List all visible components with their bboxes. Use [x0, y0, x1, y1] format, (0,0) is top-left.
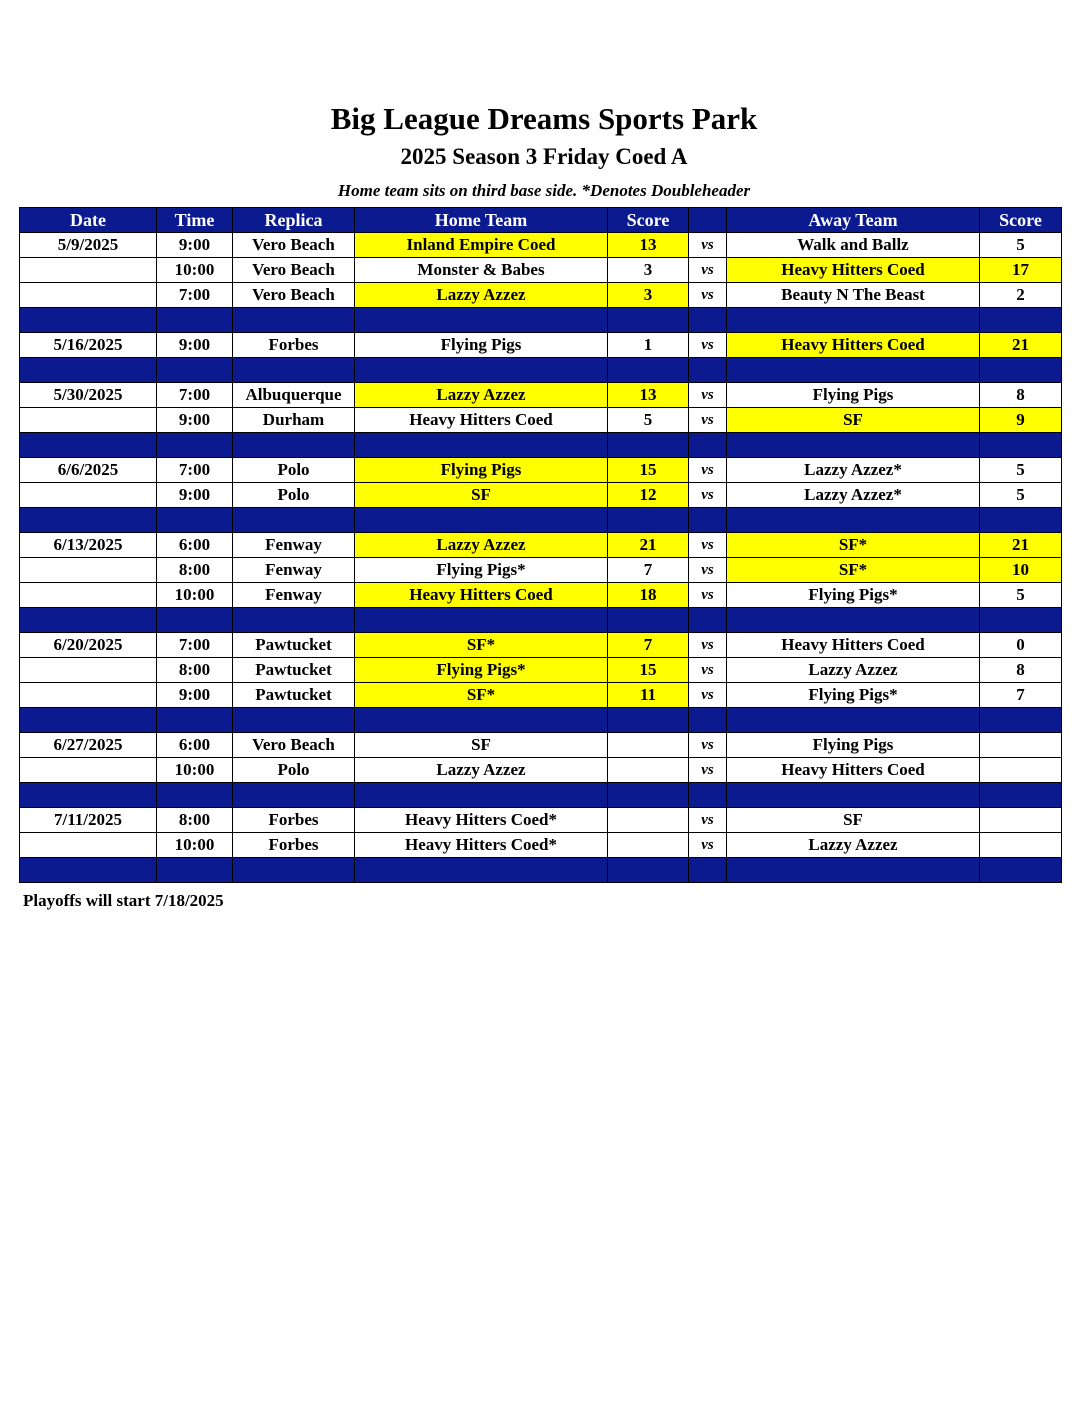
- table-row: [20, 258, 1062, 283]
- separator-cell: [608, 358, 689, 383]
- separator-cell: [689, 708, 727, 733]
- date-cell: [20, 283, 157, 308]
- separator-cell: [980, 508, 1062, 533]
- date-cell: 7/11/2025: [20, 808, 157, 833]
- home-score-cell: [608, 758, 689, 783]
- home-team-cell: SF*: [355, 633, 608, 658]
- vs-cell: vs: [689, 758, 727, 783]
- separator-cell: [233, 858, 355, 883]
- home-team-cell: Heavy Hitters Coed: [355, 583, 608, 608]
- separator-cell: [157, 708, 233, 733]
- replica-cell: Fenway: [233, 583, 355, 608]
- home-score-cell: 5: [608, 408, 689, 433]
- vs-cell: vs: [689, 683, 727, 708]
- away-team-cell: Flying Pigs: [727, 383, 980, 408]
- separator-cell: [355, 608, 608, 633]
- away-team-cell: SF*: [727, 533, 980, 558]
- home-score-cell: 15: [608, 458, 689, 483]
- time-cell: 8:00: [157, 558, 233, 583]
- away-score-cell: [980, 833, 1062, 858]
- date-cell: 5/9/2025: [20, 233, 157, 258]
- separator-cell: [689, 358, 727, 383]
- vs-cell: vs: [689, 408, 727, 433]
- away-team-cell: Beauty N The Beast: [727, 283, 980, 308]
- time-cell: 6:00: [157, 533, 233, 558]
- replica-cell: Vero Beach: [233, 233, 355, 258]
- away-team-cell: Walk and Ballz: [727, 233, 980, 258]
- separator-cell: [233, 608, 355, 633]
- table-row: [20, 683, 1062, 708]
- time-cell: 9:00: [157, 483, 233, 508]
- time-cell: 7:00: [157, 633, 233, 658]
- vs-cell: vs: [689, 283, 727, 308]
- away-score-cell: 5: [980, 483, 1062, 508]
- separator-cell: [689, 858, 727, 883]
- separator-cell: [157, 358, 233, 383]
- table-row: [20, 408, 1062, 433]
- away-team-cell: Flying Pigs: [727, 733, 980, 758]
- away-team-cell: Heavy Hitters Coed: [727, 333, 980, 358]
- home-team-cell: Lazzy Azzez: [355, 283, 608, 308]
- schedule-body: [20, 233, 1062, 883]
- replica-cell: Fenway: [233, 533, 355, 558]
- away-team-cell: Lazzy Azzez: [727, 833, 980, 858]
- separator-cell: [233, 433, 355, 458]
- time-cell: 7:00: [157, 458, 233, 483]
- vs-cell: vs: [689, 233, 727, 258]
- table-row: [20, 833, 1062, 858]
- home-team-cell: Flying Pigs: [355, 333, 608, 358]
- home-team-cell: Heavy Hitters Coed: [355, 408, 608, 433]
- home-score-cell: 1: [608, 333, 689, 358]
- home-team-cell: Flying Pigs*: [355, 558, 608, 583]
- table-row: [20, 283, 1062, 308]
- separator-cell: [689, 508, 727, 533]
- home-score-cell: 13: [608, 233, 689, 258]
- replica-cell: Polo: [233, 483, 355, 508]
- table-row: [20, 733, 1062, 758]
- home-team-cell: SF: [355, 733, 608, 758]
- home-team-cell: Heavy Hitters Coed*: [355, 808, 608, 833]
- away-score-cell: 8: [980, 383, 1062, 408]
- time-cell: 10:00: [157, 258, 233, 283]
- away-team-cell: Heavy Hitters Coed: [727, 258, 980, 283]
- time-cell: 9:00: [157, 408, 233, 433]
- separator-cell: [233, 783, 355, 808]
- replica-cell: Vero Beach: [233, 283, 355, 308]
- away-team-cell: Heavy Hitters Coed: [727, 633, 980, 658]
- replica-cell: Vero Beach: [233, 258, 355, 283]
- separator-cell: [20, 783, 157, 808]
- replica-cell: Durham: [233, 408, 355, 433]
- separator-cell: [20, 508, 157, 533]
- away-score-cell: 9: [980, 408, 1062, 433]
- column-header-away-score: Score: [980, 208, 1062, 233]
- vs-cell: vs: [689, 533, 727, 558]
- separator-cell: [157, 508, 233, 533]
- separator-cell: [727, 433, 980, 458]
- vs-cell: vs: [689, 658, 727, 683]
- separator-cell: [727, 858, 980, 883]
- table-row: [20, 558, 1062, 583]
- away-score-cell: 21: [980, 533, 1062, 558]
- away-score-cell: 5: [980, 583, 1062, 608]
- separator-cell: [355, 783, 608, 808]
- replica-cell: Forbes: [233, 333, 355, 358]
- time-cell: 8:00: [157, 808, 233, 833]
- separator-cell: [608, 508, 689, 533]
- away-team-cell: Flying Pigs*: [727, 683, 980, 708]
- home-team-note: Home team sits on third base side. *Denotes Doubleheader: [337, 181, 751, 200]
- home-score-cell: 12: [608, 483, 689, 508]
- separator-cell: [727, 783, 980, 808]
- time-cell: 7:00: [157, 283, 233, 308]
- date-cell: 5/30/2025: [20, 383, 157, 408]
- date-cell: [20, 583, 157, 608]
- away-score-cell: 10: [980, 558, 1062, 583]
- column-header-vs: [689, 208, 727, 233]
- home-score-cell: 18: [608, 583, 689, 608]
- vs-cell: vs: [689, 383, 727, 408]
- column-header-replica: Replica: [233, 208, 355, 233]
- separator-cell: [727, 508, 980, 533]
- table-row: [20, 758, 1062, 783]
- separator-cell: [157, 783, 233, 808]
- separator-cell: [608, 858, 689, 883]
- vs-cell: vs: [689, 633, 727, 658]
- separator-cell: [980, 708, 1062, 733]
- home-team-cell: SF*: [355, 683, 608, 708]
- home-score-cell: 21: [608, 533, 689, 558]
- separator-cell: [233, 358, 355, 383]
- away-team-cell: SF*: [727, 558, 980, 583]
- separator-cell: [980, 858, 1062, 883]
- away-team-cell: Lazzy Azzez*: [727, 458, 980, 483]
- replica-cell: Polo: [233, 758, 355, 783]
- separator-cell: [689, 783, 727, 808]
- separator-cell: [233, 308, 355, 333]
- away-team-cell: Heavy Hitters Coed: [727, 758, 980, 783]
- away-team-cell: Lazzy Azzez: [727, 658, 980, 683]
- separator-row: [20, 508, 1062, 533]
- table-row: [20, 333, 1062, 358]
- column-header-time: Time: [157, 208, 233, 233]
- away-score-cell: 17: [980, 258, 1062, 283]
- separator-cell: [355, 433, 608, 458]
- separator-cell: [20, 708, 157, 733]
- time-cell: 6:00: [157, 733, 233, 758]
- separator-cell: [355, 708, 608, 733]
- time-cell: 7:00: [157, 383, 233, 408]
- away-score-cell: 5: [980, 458, 1062, 483]
- replica-cell: Polo: [233, 458, 355, 483]
- separator-cell: [727, 358, 980, 383]
- home-team-cell: Inland Empire Coed: [355, 233, 608, 258]
- separator-cell: [20, 308, 157, 333]
- date-cell: 6/20/2025: [20, 633, 157, 658]
- table-row: [20, 533, 1062, 558]
- page-title: Big League Dreams Sports Park: [330, 101, 758, 136]
- schedule-header-row: [20, 208, 1062, 233]
- home-score-cell: 13: [608, 383, 689, 408]
- away-score-cell: 8: [980, 658, 1062, 683]
- replica-cell: Forbes: [233, 833, 355, 858]
- home-team-cell: SF: [355, 483, 608, 508]
- home-score-cell: [608, 833, 689, 858]
- home-score-cell: 11: [608, 683, 689, 708]
- home-score-cell: 7: [608, 633, 689, 658]
- separator-cell: [233, 708, 355, 733]
- separator-cell: [980, 608, 1062, 633]
- home-team-cell: Lazzy Azzez: [355, 533, 608, 558]
- replica-cell: Pawtucket: [233, 633, 355, 658]
- separator-cell: [980, 433, 1062, 458]
- separator-cell: [608, 608, 689, 633]
- replica-cell: Pawtucket: [233, 658, 355, 683]
- time-cell: 9:00: [157, 333, 233, 358]
- date-cell: [20, 833, 157, 858]
- home-team-cell: Lazzy Azzez: [355, 383, 608, 408]
- separator-cell: [157, 858, 233, 883]
- away-team-cell: Lazzy Azzez*: [727, 483, 980, 508]
- table-row: [20, 233, 1062, 258]
- vs-cell: vs: [689, 833, 727, 858]
- home-score-cell: [608, 733, 689, 758]
- table-row: [20, 808, 1062, 833]
- separator-row: [20, 608, 1062, 633]
- away-team-cell: SF: [727, 408, 980, 433]
- table-row: [20, 483, 1062, 508]
- replica-cell: Vero Beach: [233, 733, 355, 758]
- away-score-cell: 21: [980, 333, 1062, 358]
- home-team-cell: Lazzy Azzez: [355, 758, 608, 783]
- date-cell: [20, 758, 157, 783]
- separator-cell: [608, 308, 689, 333]
- date-cell: [20, 258, 157, 283]
- away-score-cell: [980, 758, 1062, 783]
- away-score-cell: 0: [980, 633, 1062, 658]
- home-team-cell: Monster & Babes: [355, 258, 608, 283]
- separator-cell: [980, 783, 1062, 808]
- away-score-cell: 7: [980, 683, 1062, 708]
- date-cell: [20, 483, 157, 508]
- table-row: [20, 633, 1062, 658]
- date-cell: [20, 683, 157, 708]
- date-cell: 5/16/2025: [20, 333, 157, 358]
- column-header-home-team: Home Team: [355, 208, 608, 233]
- playoffs-note: Playoffs will start 7/18/2025: [23, 891, 224, 910]
- separator-row: [20, 308, 1062, 333]
- replica-cell: Albuquerque: [233, 383, 355, 408]
- separator-cell: [233, 508, 355, 533]
- home-score-cell: 3: [608, 283, 689, 308]
- time-cell: 10:00: [157, 833, 233, 858]
- away-score-cell: 5: [980, 233, 1062, 258]
- table-row: [20, 458, 1062, 483]
- away-score-cell: [980, 808, 1062, 833]
- vs-cell: vs: [689, 558, 727, 583]
- separator-cell: [355, 858, 608, 883]
- separator-row: [20, 433, 1062, 458]
- separator-cell: [20, 358, 157, 383]
- home-team-cell: Flying Pigs: [355, 458, 608, 483]
- page-subtitle: 2025 Season 3 Friday Coed A: [400, 144, 688, 169]
- vs-cell: vs: [689, 808, 727, 833]
- separator-cell: [980, 358, 1062, 383]
- home-score-cell: 3: [608, 258, 689, 283]
- home-score-cell: 15: [608, 658, 689, 683]
- home-team-cell: Heavy Hitters Coed*: [355, 833, 608, 858]
- replica-cell: Pawtucket: [233, 683, 355, 708]
- separator-cell: [727, 308, 980, 333]
- separator-cell: [355, 508, 608, 533]
- separator-cell: [727, 708, 980, 733]
- column-header-away-team: Away Team: [727, 208, 980, 233]
- column-header-date: Date: [20, 208, 157, 233]
- separator-cell: [355, 308, 608, 333]
- schedule-table: [19, 207, 1062, 883]
- separator-cell: [157, 308, 233, 333]
- time-cell: 9:00: [157, 683, 233, 708]
- time-cell: 9:00: [157, 233, 233, 258]
- separator-cell: [689, 308, 727, 333]
- separator-cell: [689, 608, 727, 633]
- date-cell: [20, 558, 157, 583]
- vs-cell: vs: [689, 458, 727, 483]
- separator-cell: [980, 308, 1062, 333]
- separator-row: [20, 858, 1062, 883]
- replica-cell: Forbes: [233, 808, 355, 833]
- date-cell: [20, 658, 157, 683]
- time-cell: 10:00: [157, 583, 233, 608]
- vs-cell: vs: [689, 483, 727, 508]
- separator-row: [20, 783, 1062, 808]
- home-team-cell: Flying Pigs*: [355, 658, 608, 683]
- date-cell: 6/27/2025: [20, 733, 157, 758]
- separator-cell: [608, 783, 689, 808]
- separator-cell: [355, 358, 608, 383]
- table-row: [20, 583, 1062, 608]
- away-team-cell: SF: [727, 808, 980, 833]
- home-score-cell: [608, 808, 689, 833]
- separator-cell: [20, 608, 157, 633]
- home-score-cell: 7: [608, 558, 689, 583]
- vs-cell: vs: [689, 333, 727, 358]
- separator-cell: [157, 608, 233, 633]
- separator-cell: [689, 433, 727, 458]
- date-cell: [20, 408, 157, 433]
- away-score-cell: 2: [980, 283, 1062, 308]
- separator-row: [20, 708, 1062, 733]
- time-cell: 8:00: [157, 658, 233, 683]
- away-score-cell: [980, 733, 1062, 758]
- vs-cell: vs: [689, 733, 727, 758]
- date-cell: 6/6/2025: [20, 458, 157, 483]
- table-row: [20, 383, 1062, 408]
- separator-cell: [727, 608, 980, 633]
- column-header-home-score: Score: [608, 208, 689, 233]
- separator-cell: [608, 433, 689, 458]
- date-cell: 6/13/2025: [20, 533, 157, 558]
- separator-cell: [20, 858, 157, 883]
- separator-cell: [608, 708, 689, 733]
- separator-cell: [157, 433, 233, 458]
- table-row: [20, 658, 1062, 683]
- separator-cell: [20, 433, 157, 458]
- separator-row: [20, 358, 1062, 383]
- vs-cell: vs: [689, 258, 727, 283]
- replica-cell: Fenway: [233, 558, 355, 583]
- away-team-cell: Flying Pigs*: [727, 583, 980, 608]
- time-cell: 10:00: [157, 758, 233, 783]
- vs-cell: vs: [689, 583, 727, 608]
